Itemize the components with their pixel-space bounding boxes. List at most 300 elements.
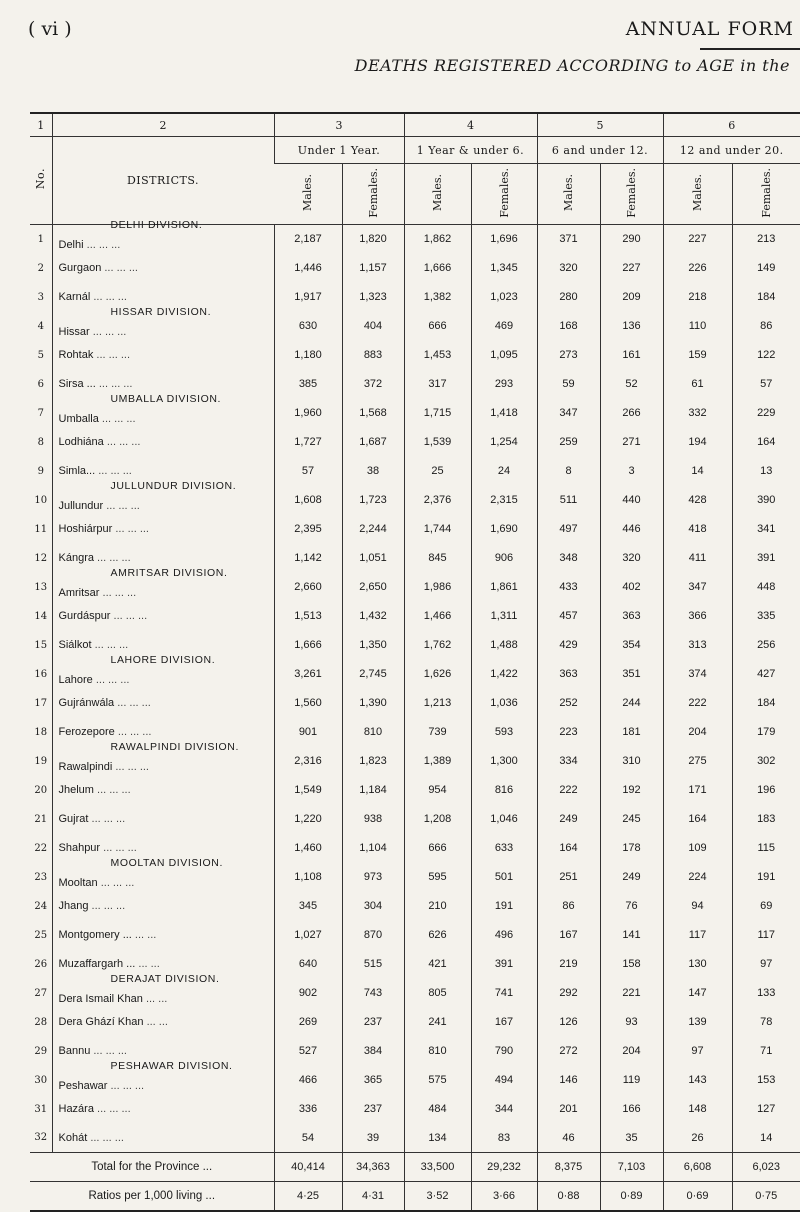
page-number: ( vi ) — [28, 18, 72, 40]
males-value: 1,626 — [404, 660, 471, 689]
row-number: 22 — [34, 842, 48, 854]
females-value: 1,488 — [471, 631, 537, 660]
row-number: 25 — [34, 929, 48, 941]
females-value: 196 — [732, 776, 800, 805]
females-value: 1,687 — [342, 428, 404, 457]
ratio-value: 3·52 — [404, 1182, 471, 1212]
males-value: 1,549 — [274, 776, 342, 805]
females-value: 1,696 — [471, 225, 537, 254]
males-value: 2,660 — [274, 573, 342, 602]
males-value: 1,142 — [274, 544, 342, 573]
total-label: Total for the Province ... — [30, 1153, 274, 1182]
males-value: 164 — [537, 834, 600, 863]
females-value: 227 — [600, 254, 663, 283]
females-value: 351 — [600, 660, 663, 689]
males-value: 630 — [274, 312, 342, 341]
leader-dots: ... ... ... — [93, 291, 127, 303]
males-value: 201 — [537, 1095, 600, 1124]
row-number: 9 — [37, 465, 44, 477]
males-value: 1,460 — [274, 834, 342, 863]
row-number: 5 — [37, 349, 44, 361]
total-value: 7,103 — [600, 1153, 663, 1182]
females-value: 1,023 — [471, 283, 537, 312]
leader-dots: ... ... ... — [97, 784, 131, 796]
leader-dots: ... ... ... — [110, 1080, 145, 1092]
age-group-header: Under 1 Year. — [274, 137, 404, 164]
district-name: Jhelum — [58, 784, 94, 796]
total-value: 6,608 — [663, 1153, 732, 1182]
males-value: 134 — [404, 1124, 471, 1153]
females-value: 115 — [732, 834, 800, 863]
females-value: 221 — [600, 979, 663, 1008]
district-name: Ferozepore — [58, 726, 115, 738]
males-value: 739 — [404, 718, 471, 747]
females-value: 83 — [471, 1124, 537, 1153]
females-value: 24 — [471, 457, 537, 486]
district-name: Jullundur — [58, 500, 104, 512]
district-cell — [52, 305, 274, 341]
males-value: 497 — [537, 515, 600, 544]
females-value: 237 — [342, 1008, 404, 1037]
leader-dots: ... ... ... — [113, 610, 148, 622]
table-row — [30, 1095, 800, 1124]
females-value: 245 — [600, 805, 663, 834]
leader-dots: ... ... ... — [115, 761, 149, 773]
males-header: Males. — [663, 164, 732, 225]
females-value: 127 — [732, 1095, 800, 1124]
district-cell — [52, 856, 274, 892]
district-cell — [52, 1124, 274, 1153]
females-value: 1,184 — [342, 776, 404, 805]
leader-dots: ... ... ... — [92, 326, 127, 338]
district-name: Hoshiárpur — [58, 523, 113, 535]
males-value: 1,666 — [404, 254, 471, 283]
females-value: 1,300 — [471, 747, 537, 776]
females-value: 133 — [732, 979, 800, 1008]
females-value: 1,051 — [342, 544, 404, 573]
age-group-header: 6 and under 12. — [537, 137, 663, 164]
females-value: 1,723 — [342, 486, 404, 515]
males-value: 280 — [537, 283, 600, 312]
row-number: 16 — [34, 668, 48, 680]
leader-dots: ... ... ... — [90, 1131, 124, 1144]
males-value: 26 — [663, 1124, 732, 1153]
males-value: 1,560 — [274, 689, 342, 718]
leader-dots: ... ... ... — [94, 639, 129, 651]
females-value: 52 — [600, 370, 663, 399]
females-value: 213 — [732, 225, 800, 254]
no-header: No. — [30, 137, 52, 225]
table-row — [30, 573, 800, 602]
leader-dots: ... ... ... — [96, 349, 131, 361]
females-value: 494 — [471, 1066, 537, 1095]
table-row — [30, 892, 800, 921]
females-value: 1,390 — [342, 689, 404, 718]
females-value: 310 — [600, 747, 663, 776]
females-value: 93 — [600, 1008, 663, 1037]
females-value: 38 — [342, 457, 404, 486]
females-value: 237 — [342, 1095, 404, 1124]
females-value: 870 — [342, 921, 404, 950]
district-name: Peshawar — [58, 1080, 108, 1092]
leader-dots: ... ... ... — [106, 500, 140, 512]
females-value: 153 — [732, 1066, 800, 1095]
males-value: 1,744 — [404, 515, 471, 544]
males-value: 336 — [274, 1095, 342, 1124]
females-value: 149 — [732, 254, 800, 283]
page-header — [0, 8, 800, 92]
district-name: Gurgaon — [58, 262, 102, 274]
district-cell — [52, 219, 274, 254]
leader-dots: ... ... — [138, 958, 160, 970]
row-number: 21 — [34, 813, 48, 825]
males-value: 1,960 — [274, 399, 342, 428]
females-value: 365 — [342, 1066, 404, 1095]
ratio-value: 0·89 — [600, 1182, 663, 1212]
females-value: 1,323 — [342, 283, 404, 312]
females-value: 256 — [732, 631, 800, 660]
division-label: UMBALLA DIVISION. — [110, 392, 222, 405]
males-value: 902 — [274, 979, 342, 1008]
females-value: 141 — [600, 921, 663, 950]
females-value: 515 — [342, 950, 404, 979]
ratio-value: 3·66 — [471, 1182, 537, 1212]
row-number: 12 — [34, 552, 48, 564]
division-label: LAHORE DIVISION. — [110, 653, 216, 666]
males-value: 2,376 — [404, 486, 471, 515]
females-value: 119 — [600, 1066, 663, 1095]
females-value: 13 — [732, 457, 800, 486]
males-header: Males. — [404, 164, 471, 225]
males-value: 275 — [663, 747, 732, 776]
females-header: Females. — [471, 164, 537, 225]
table-row — [30, 863, 800, 892]
females-value: 191 — [471, 892, 537, 921]
females-value: 1,104 — [342, 834, 404, 863]
males-value: 428 — [663, 486, 732, 515]
females-value: 1,036 — [471, 689, 537, 718]
males-value: 1,513 — [274, 602, 342, 631]
age-group-row — [30, 137, 800, 164]
females-value: 390 — [732, 486, 800, 515]
males-value: 272 — [537, 1037, 600, 1066]
females-value: 973 — [342, 863, 404, 892]
males-value: 94 — [663, 892, 732, 921]
females-value: 741 — [471, 979, 537, 1008]
males-value: 110 — [663, 312, 732, 341]
row-number: 17 — [34, 697, 48, 709]
total-value: 33,500 — [404, 1153, 471, 1182]
females-value: 341 — [732, 515, 800, 544]
females-value: 354 — [600, 631, 663, 660]
table-row — [30, 225, 800, 254]
row-number: 1 — [37, 233, 44, 245]
row-number: 32 — [34, 1132, 48, 1144]
total-row — [30, 1153, 800, 1182]
males-value: 117 — [663, 921, 732, 950]
females-value: 501 — [471, 863, 537, 892]
females-value: 1,345 — [471, 254, 537, 283]
females-value: 1,823 — [342, 747, 404, 776]
males-value: 575 — [404, 1066, 471, 1095]
leader-dots: ... ... ... — [97, 552, 131, 564]
district-cell — [52, 602, 274, 631]
district-name: Kohát — [58, 1131, 88, 1144]
ratio-value: 4·31 — [342, 1182, 404, 1212]
ratios-row — [30, 1182, 800, 1212]
females-value: 1,820 — [342, 225, 404, 254]
males-value: 385 — [274, 370, 342, 399]
leader-dots: ... ... — [145, 993, 168, 1005]
district-cell — [52, 479, 274, 515]
district-name: Lodhiána — [58, 436, 104, 448]
males-value: 224 — [663, 863, 732, 892]
leader-dots: ... ... ... — [86, 239, 121, 252]
males-value: 666 — [404, 834, 471, 863]
females-value: 97 — [732, 950, 800, 979]
leader-dots: ... ... ... — [102, 587, 137, 599]
males-value: 1,539 — [404, 428, 471, 457]
males-value: 222 — [537, 776, 600, 805]
row-number: 24 — [34, 900, 48, 912]
males-value: 411 — [663, 544, 732, 573]
leader-dots: ... ... ... — [106, 436, 141, 448]
leader-dots: ... ... ... — [100, 877, 135, 889]
males-value: 148 — [663, 1095, 732, 1124]
district-cell — [52, 776, 274, 805]
females-value: 469 — [471, 312, 537, 341]
females-value: 249 — [600, 863, 663, 892]
males-value: 429 — [537, 631, 600, 660]
females-value: 496 — [471, 921, 537, 950]
males-value: 433 — [537, 573, 600, 602]
table-row — [30, 979, 800, 1008]
males-value: 46 — [537, 1124, 600, 1153]
column-number: 3 — [274, 113, 404, 137]
females-value: 344 — [471, 1095, 537, 1124]
females-value: 402 — [600, 573, 663, 602]
females-value: 743 — [342, 979, 404, 1008]
total-value: 29,232 — [471, 1153, 537, 1182]
males-value: 252 — [537, 689, 600, 718]
females-value: 166 — [600, 1095, 663, 1124]
district-name: Karnál — [58, 291, 91, 303]
females-value: 320 — [600, 544, 663, 573]
district-cell — [52, 428, 274, 457]
males-value: 595 — [404, 863, 471, 892]
males-value: 1,453 — [404, 341, 471, 370]
leader-dots: ... ... ... — [117, 726, 152, 738]
females-value: 86 — [732, 312, 800, 341]
females-header: Females. — [732, 164, 800, 225]
district-name: Dera Ghází Khan — [58, 1016, 144, 1028]
row-number: 26 — [34, 958, 48, 970]
table-row — [30, 660, 800, 689]
districts-header: DISTRICTS. — [52, 137, 274, 225]
table-row — [30, 254, 800, 283]
ratio-value: 0·88 — [537, 1182, 600, 1212]
males-value: 334 — [537, 747, 600, 776]
males-value: 1,762 — [404, 631, 471, 660]
males-value: 109 — [663, 834, 732, 863]
males-value: 273 — [537, 341, 600, 370]
males-value: 1,382 — [404, 283, 471, 312]
males-value: 320 — [537, 254, 600, 283]
leader-dots: ... ... ... — [91, 900, 126, 912]
males-value: 210 — [404, 892, 471, 921]
females-value: 167 — [471, 1008, 537, 1037]
row-number: 18 — [34, 726, 48, 738]
total-value: 8,375 — [537, 1153, 600, 1182]
district-name: Simla... — [58, 465, 96, 477]
district-cell — [52, 392, 274, 428]
females-value: 304 — [342, 892, 404, 921]
district-name: Dera Ismail Khan — [58, 993, 143, 1005]
females-value: 3 — [600, 457, 663, 486]
males-value: 147 — [663, 979, 732, 1008]
district-cell — [52, 566, 274, 602]
column-number-row — [30, 113, 800, 137]
district-name: Hissar — [58, 326, 90, 338]
males-value: 527 — [274, 1037, 342, 1066]
females-value: 35 — [600, 1124, 663, 1153]
males-value: 626 — [404, 921, 471, 950]
females-header: Females. — [600, 164, 663, 225]
males-value: 901 — [274, 718, 342, 747]
table-row — [30, 747, 800, 776]
district-cell — [52, 653, 274, 689]
males-value: 171 — [663, 776, 732, 805]
row-number: 29 — [34, 1045, 48, 1057]
females-value: 1,690 — [471, 515, 537, 544]
leader-dots: ... ... ... — [93, 1045, 127, 1057]
females-value: 229 — [732, 399, 800, 428]
district-name: Mooltan — [58, 877, 98, 889]
males-value: 457 — [537, 602, 600, 631]
females-value: 1,254 — [471, 428, 537, 457]
females-value: 293 — [471, 370, 537, 399]
males-value: 1,715 — [404, 399, 471, 428]
ratios-label: Ratios per 1,000 living ... — [30, 1182, 274, 1212]
males-value: 249 — [537, 805, 600, 834]
row-number: 31 — [34, 1103, 48, 1115]
table-row — [30, 341, 800, 370]
leader-dots: ... ... ... — [101, 413, 136, 425]
males-value: 1,608 — [274, 486, 342, 515]
table-row — [30, 515, 800, 544]
females-value: 906 — [471, 544, 537, 573]
division-label: DERAJAT DIVISION. — [110, 972, 220, 985]
females-value: 117 — [732, 921, 800, 950]
females-value: 2,315 — [471, 486, 537, 515]
females-value: 184 — [732, 283, 800, 312]
district-cell — [52, 341, 274, 370]
division-label: AMRITSAR DIVISION. — [110, 566, 228, 579]
column-number: 5 — [537, 113, 663, 137]
males-value: 227 — [663, 225, 732, 254]
table-row — [30, 602, 800, 631]
leader-dots: ... ... ... — [115, 523, 149, 535]
leader-dots: ... ... ... — [98, 378, 133, 390]
males-value: 167 — [537, 921, 600, 950]
females-value: 335 — [732, 602, 800, 631]
division-label: HISSAR DIVISION. — [110, 305, 212, 318]
district-name: Gujránwála — [58, 697, 115, 709]
leader-dots: ... ... ... — [98, 465, 132, 477]
table-subtitle: DEATHS REGISTERED ACCORDING to AGE in the — [354, 56, 790, 75]
column-number: 2 — [52, 113, 274, 137]
females-value: 158 — [600, 950, 663, 979]
division-label: RAWALPINDI DIVISION. — [110, 740, 239, 753]
females-value: 1,157 — [342, 254, 404, 283]
district-cell — [52, 892, 274, 921]
males-value: 59 — [537, 370, 600, 399]
district-name: Rawalpindi — [58, 761, 113, 773]
males-value: 146 — [537, 1066, 600, 1095]
males-value: 640 — [274, 950, 342, 979]
district-name: Siálkot — [58, 639, 92, 651]
males-value: 2,316 — [274, 747, 342, 776]
row-number: 11 — [34, 523, 48, 535]
column-number: 1 — [30, 113, 52, 137]
females-value: 1,418 — [471, 399, 537, 428]
males-value: 371 — [537, 225, 600, 254]
district-name: Bannu — [58, 1045, 91, 1057]
row-number: 8 — [37, 436, 44, 448]
table-row — [30, 1008, 800, 1037]
males-value: 374 — [663, 660, 732, 689]
males-value: 1,208 — [404, 805, 471, 834]
females-value: 448 — [732, 573, 800, 602]
row-number: 14 — [34, 610, 48, 622]
males-value: 313 — [663, 631, 732, 660]
females-value: 161 — [600, 341, 663, 370]
females-value: 790 — [471, 1037, 537, 1066]
district-name: Lahore — [58, 674, 93, 686]
females-value: 363 — [600, 602, 663, 631]
district-cell — [52, 972, 274, 1008]
table-row — [30, 428, 800, 457]
row-number: 15 — [34, 639, 48, 651]
females-value: 2,244 — [342, 515, 404, 544]
total-value: 34,363 — [342, 1153, 404, 1182]
total-value: 6,023 — [732, 1153, 800, 1182]
males-value: 1,180 — [274, 341, 342, 370]
males-value: 1,220 — [274, 805, 342, 834]
males-value: 25 — [404, 457, 471, 486]
leader-dots: ... ... ... — [117, 697, 151, 709]
females-value: 391 — [732, 544, 800, 573]
district-cell — [52, 1059, 274, 1095]
males-value: 347 — [537, 399, 600, 428]
females-value: 1,861 — [471, 573, 537, 602]
females-value: 404 — [342, 312, 404, 341]
females-value: 302 — [732, 747, 800, 776]
column-number: 4 — [404, 113, 537, 137]
division-label: MOOLTAN DIVISION. — [110, 856, 223, 869]
males-value: 194 — [663, 428, 732, 457]
females-header: Females. — [342, 164, 404, 225]
males-value: 954 — [404, 776, 471, 805]
division-label: JULLUNDUR DIVISION. — [110, 479, 237, 492]
leader-dots: ... ... — [134, 929, 157, 941]
row-number: 2 — [37, 262, 44, 274]
males-value: 810 — [404, 1037, 471, 1066]
running-title: ANNUAL FORM — [625, 18, 794, 40]
males-value: 366 — [663, 602, 732, 631]
females-value: 883 — [342, 341, 404, 370]
district-name: Muzaffargarh ... — [58, 958, 136, 970]
